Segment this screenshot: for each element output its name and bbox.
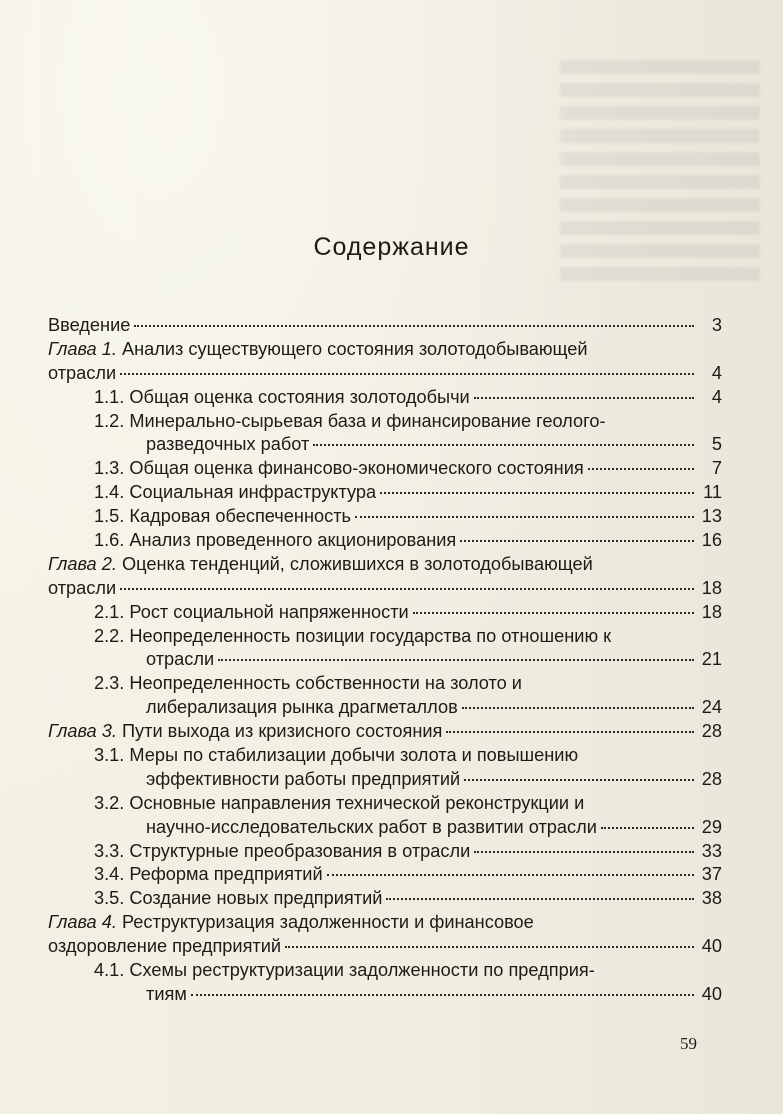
dot-leader bbox=[134, 324, 694, 327]
toc-entry-label: эффективности работы предприятий bbox=[146, 768, 461, 789]
toc-entry-section bbox=[48, 410, 722, 434]
table-of-contents bbox=[48, 314, 722, 1007]
dot-leader bbox=[120, 587, 694, 590]
chapter-label: Глава 2. bbox=[48, 553, 117, 574]
dot-leader bbox=[601, 826, 694, 829]
dot-leader bbox=[285, 945, 694, 948]
toc-page-number: 11 bbox=[703, 482, 722, 503]
toc-entry-section bbox=[48, 386, 722, 410]
toc-entry-label: 3.2. Основные направления технической реконструкции и bbox=[94, 792, 585, 813]
toc-entry-label: Анализ существующего состояния золотодобывающей bbox=[121, 338, 588, 359]
page-title: Содержание bbox=[313, 233, 470, 261]
toc-entry-label: разведочных работ bbox=[146, 434, 310, 455]
toc-entry-continuation bbox=[48, 577, 722, 601]
toc-entry-continuation bbox=[48, 433, 722, 457]
toc-entry-label: 2.3. Неопределенность собственности на золото и bbox=[94, 673, 522, 694]
dot-leader bbox=[464, 778, 694, 781]
chapter-label: Глава 4. bbox=[48, 912, 117, 933]
toc-entry-label: отрасли bbox=[48, 577, 117, 598]
toc-entry-section bbox=[48, 529, 722, 553]
toc-entry-label: 1.3. Общая оценка финансово-экономического состояния bbox=[94, 458, 584, 479]
toc-page-number: 38 bbox=[701, 888, 722, 909]
toc-page-number: 7 bbox=[711, 458, 722, 479]
toc-page-number: 29 bbox=[701, 816, 722, 837]
toc-entry-chapter-2 bbox=[48, 553, 722, 577]
dot-leader bbox=[313, 443, 694, 446]
toc-entry-label: либерализация рынка драгметаллов bbox=[146, 697, 458, 718]
dot-leader bbox=[380, 491, 694, 494]
toc-page-number: 40 bbox=[701, 983, 722, 1004]
toc-entry-section bbox=[48, 672, 722, 696]
dot-leader bbox=[386, 897, 694, 900]
dot-leader bbox=[588, 467, 694, 470]
toc-page-number: 40 bbox=[701, 936, 722, 957]
toc-entry-label: 1.4. Социальная инфраструктура bbox=[94, 482, 377, 503]
toc-page-number: 18 bbox=[701, 601, 722, 622]
dot-leader bbox=[474, 396, 694, 399]
toc-entry-label: 3.5. Создание новых предприятий bbox=[94, 888, 383, 909]
toc-entry-continuation bbox=[48, 983, 722, 1007]
toc-entry-section bbox=[48, 959, 722, 983]
toc-page-number: 18 bbox=[701, 577, 722, 598]
toc-entry-label: 1.5. Кадровая обеспеченность bbox=[94, 506, 352, 527]
toc-entry-introduction bbox=[48, 314, 722, 338]
toc-page-number: 33 bbox=[701, 840, 722, 861]
dot-leader bbox=[462, 706, 694, 709]
chapter-label: Глава 3. bbox=[48, 721, 117, 742]
toc-page-number: 5 bbox=[711, 434, 722, 455]
toc-entry-section bbox=[48, 481, 722, 505]
toc-entry-section bbox=[48, 457, 722, 481]
toc-page-number: 3 bbox=[711, 315, 722, 335]
dot-leader bbox=[460, 539, 694, 542]
toc-entry-label: 3.1. Меры по стабилизации добычи золота и повышению bbox=[94, 745, 579, 766]
toc-entry-label: 2.1. Рост социальной напряженности bbox=[94, 601, 409, 622]
toc-entry-section bbox=[48, 625, 722, 649]
toc-entry-label: научно-исследовательских работ в развитии отрасли bbox=[146, 816, 597, 837]
toc-entry-label: 4.1. Схемы реструктуризации задолженности по предприя- bbox=[94, 960, 595, 981]
toc-entry-continuation bbox=[48, 935, 722, 959]
page-number: 59 bbox=[680, 1034, 697, 1053]
toc-entry-label: 3.3. Структурные преобразования в отрасли bbox=[94, 840, 471, 861]
toc-entry-section bbox=[48, 792, 722, 816]
toc-entry-continuation bbox=[48, 648, 722, 672]
toc-entry-chapter-1 bbox=[48, 338, 722, 362]
dot-leader bbox=[474, 850, 694, 853]
toc-entry-continuation bbox=[48, 696, 722, 720]
toc-entry-continuation bbox=[48, 768, 722, 792]
toc-page-number: 13 bbox=[701, 506, 722, 527]
toc-entry-continuation bbox=[48, 362, 722, 386]
toc-entry-section bbox=[48, 887, 722, 911]
toc-page-number: 28 bbox=[701, 721, 722, 742]
toc-page-number: 24 bbox=[701, 697, 722, 718]
toc-entry-continuation bbox=[48, 816, 722, 840]
toc-page-number: 28 bbox=[701, 768, 722, 789]
dot-leader bbox=[413, 611, 694, 614]
toc-entry-section bbox=[48, 840, 722, 864]
dot-leader bbox=[446, 730, 694, 733]
toc-entry-section bbox=[48, 505, 722, 529]
toc-entry-chapter-4 bbox=[48, 911, 722, 935]
toc-entry-section bbox=[48, 744, 722, 768]
toc-entry-label: тиям bbox=[146, 983, 187, 1004]
toc-entry-label: 2.2. Неопределенность позиции государства по отношению к bbox=[94, 625, 612, 646]
toc-entry-label bbox=[48, 720, 442, 744]
dot-leader bbox=[218, 658, 694, 661]
dot-leader bbox=[120, 372, 694, 375]
toc-entry-label: Введение bbox=[48, 315, 131, 335]
toc-entry-section bbox=[48, 601, 722, 625]
toc-entry-text: Пути выхода из кризисного состояния bbox=[121, 721, 443, 742]
dot-leader bbox=[355, 515, 694, 518]
toc-entry-label: Оценка тенденций, сложившихся в золотодобывающей bbox=[121, 553, 593, 574]
toc-page-number: 37 bbox=[701, 864, 722, 885]
toc-entry-label: 1.1. Общая оценка состояния золотодобычи bbox=[94, 386, 470, 407]
toc-page-number: 4 bbox=[711, 386, 722, 407]
toc-entry-label: 1.6. Анализ проведенного акционирования bbox=[94, 530, 457, 551]
toc-entry-section bbox=[48, 863, 722, 887]
toc-entry-label: отрасли bbox=[48, 362, 117, 383]
chapter-label: Глава 1. bbox=[48, 338, 117, 359]
toc-page-number: 4 bbox=[711, 362, 722, 383]
toc-page-number: 21 bbox=[701, 649, 722, 670]
toc-entry-label: отрасли bbox=[146, 649, 215, 670]
toc-page-number: 16 bbox=[701, 530, 722, 551]
toc-entry-chapter-3 bbox=[48, 720, 722, 744]
toc-entry-label: 3.4. Реформа предприятий bbox=[94, 864, 323, 885]
toc-entry-label: оздоровление предприятий bbox=[48, 936, 282, 957]
toc-entry-label: Реструктуризация задолженности и финансовое bbox=[121, 912, 534, 933]
toc-entry-label: 1.2. Минерально-сырьевая база и финансирование геолого- bbox=[94, 410, 606, 431]
dot-leader bbox=[191, 993, 694, 996]
dot-leader bbox=[327, 873, 694, 876]
